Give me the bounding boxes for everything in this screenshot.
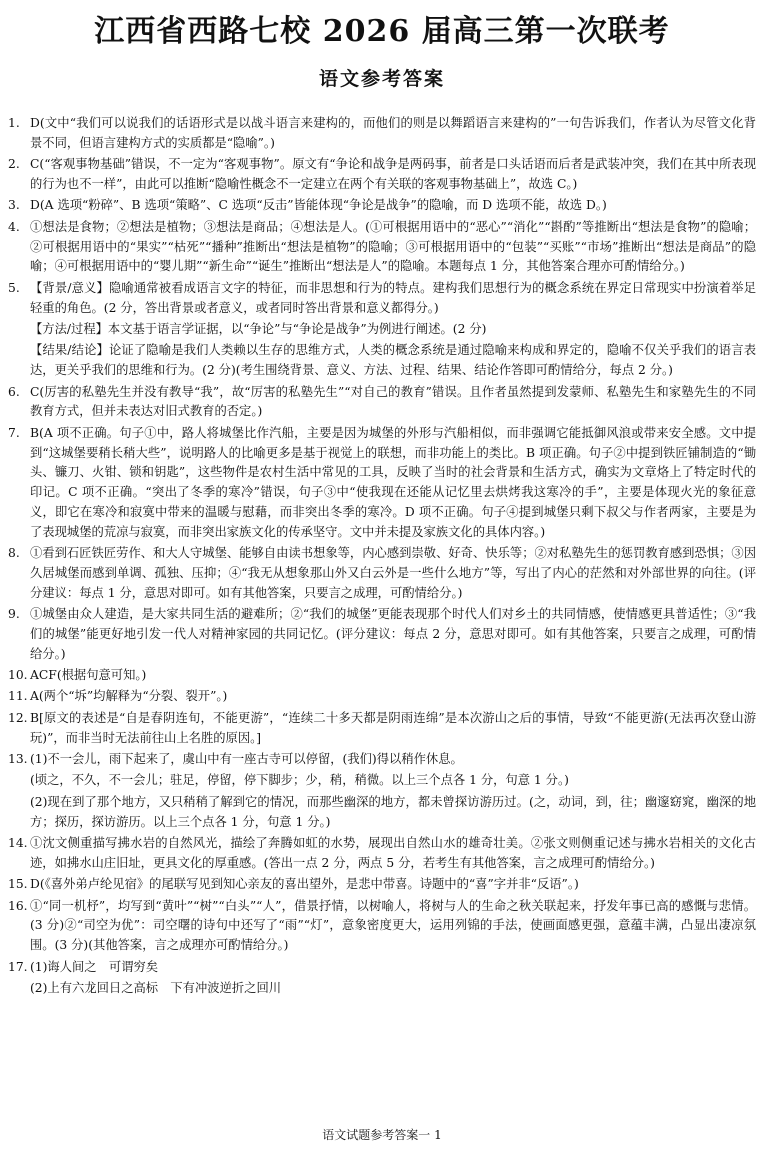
answer-number: 1. [8, 116, 20, 130]
answer-list [8, 114, 756, 1000]
answer-subline: (2)上有六龙回日之高标 下有冲波逆折之回川 [30, 980, 282, 995]
answer-text: (1)不一会儿，雨下起来了，虞山中有一座古寺可以停留，(我们)得以稍作休息。 [30, 752, 463, 767]
page-subtitle: 语文参考答案 [318, 68, 445, 90]
answer-item [8, 279, 756, 319]
answer-text: D(文中“我们可以说我们的话语形式是以战斗语言来建构的，而他们的则是以舞蹈语言来建构的”一句告诉我们，作者认为尽管文化背景不同，但语言建构方式的实质都是“隐喻”。) [30, 116, 756, 150]
answer-item [8, 341, 756, 381]
answer-item [8, 687, 756, 707]
answer-text: D(A 选项“粉碎”、B 选项“策略”、C 选项“反击”皆能体现“争论是战争”的隐喻，而 D 选项不能，故选 D。) [30, 198, 607, 213]
answer-item [8, 383, 756, 423]
answer-number [8, 320, 30, 340]
answer-item [8, 424, 756, 543]
answer-number: 16. [8, 898, 28, 913]
answer-item [8, 709, 756, 749]
answer-item [8, 605, 756, 664]
answer-number: 11. [8, 689, 28, 704]
answer-number: 10. [8, 668, 28, 683]
answer-number: 2. [8, 157, 20, 172]
answer-text: ①沈文侧重描写拂水岩的自然风光，描绘了奔腾如虹的水势，展现出自然山水的雄奇壮美。②张文则侧重记述与拂水岩相关的文化古迹，如拂水山庄旧址，更具文化的厚重感。(答出一点 2 分，两点 5 分，若考生有其他答案，言之成理可酌情给分。) [30, 835, 756, 870]
page-footer: 语文试题参考答案一 1 [322, 1128, 442, 1142]
answer-text: ①看到石匠铁匠劳作、和大人守城堡、能够自由读书想象等，内心感到崇敬、好奇、快乐等；②对私塾先生的惩罚教育感到恐惧；③因久居城堡而感到单调、孤独、压抑；④“我无从想象那山外又白云外是一些什么地方”等，写出了内心的茫然和对外部世界的向往。(评分建议：每点 1 分，意思对即可。如有其他答案，只要言之成理，可酌情给分。) [30, 546, 756, 600]
answer-text: ①城堡由众人建造，是大家共同生活的避难所；②“我们的城堡”更能表现那个时代人们对乡土的共同情感，使情感更具普适性；③“我们的城堡”能更好地引发一代人对精神家园的共同记忆。(评分建议：每点 2 分，意思对即可。如有其他答案，只要言之成理，可酌情给分。) [30, 607, 756, 661]
answer-text: (1)诲人间之 可谓穷矣 [30, 959, 159, 974]
answer-number: 3. [8, 198, 20, 213]
answer-item [8, 666, 756, 686]
answer-text: 【背景/意义】隐喻通常被看成语言文字的特征，而非思想和行为的特点。建构我们思想行为的概念系统在界定日常现实中扮演着举足轻重的角色。(2 分，答出背景或者意义，或者同时答出背景和意义都得分。) [30, 280, 756, 315]
answer-text: 【结果/结论】论证了隐喻是我们人类赖以生存的思维方式，人类的概念系统是通过隐喻来构成和界定的，隐喻不仅关乎我们的语言表达，更关乎我们的思维和行为。(2 分)(考生围绕背景、意义、方法、过程、结果、结论作答即可酌情给分，每点 2 分。) [30, 343, 756, 378]
answer-text: 【方法/过程】本文基于语言学证据，以“争论”与“争论是战争”为例进行阐述。(2 分) [30, 321, 487, 336]
answer-number: 7. [8, 425, 20, 440]
answer-number [8, 341, 30, 381]
answer-text: B(A 项不正确。句子①中，路人将城堡比作汽船，主要是因为城堡的外形与汽船相似，而非强调它能抵御风浪或带来安全感。文中提到“这城堡要稍长稍大些”，说明路人的比喻更多是基于视觉上的联想，而非功能上的类比。B 项正确。句子②中提到铁匠铺制造的“锄头、镰刀、火钳、锁和钥匙”，这些物件是农村生活中常见的工具，反映了当时的社会背景和生活方式，确实为文章烙上了特定时代的印记。C 项不正确。“突出了冬季的寒冷”错误，句子③中“使我现在还能从记忆里去烘烤我这寒冷的手”，主要是体现火光的象征意义，即它在寒冷和寂寞中带来的温暖与慰藉，而非突出冬季的寒冷。D 项不正确。句子④提到城堡只剩下叔父与作者两家，主要是为了表现城堡的荒凉与寂寞，而非突出家族文化的传承坚守。文中并未提及家族文化的具体内容。) [30, 425, 756, 539]
answer-item [8, 897, 756, 956]
answer-subline: (顷之，不久，不一会儿；驻足，停留，停下脚步；少，稍，稍微。以上三个点各 1 分，句意 1 分。) [30, 773, 569, 788]
answer-text: C(厉害的私塾先生并没有教导“我”，故“厉害的私塾先生”“对自己的教育”错误。且作者虽然提到发蒙师、私塾先生和家塾先生的不同教育方式，但并未表达对旧式教育的否定。) [30, 384, 756, 419]
answer-number: 13. [8, 752, 28, 767]
answer-item [8, 114, 756, 154]
answer-number: 12. [8, 710, 28, 725]
answer-item [8, 958, 756, 978]
answer-number: 8. [8, 546, 20, 561]
answer-text: ①想法是食物；②想法是植物；③想法是商品；④想法是人。(①可根据用语中的“恶心”“消化”“斟酌”等推断出“想法是食物”的隐喻；②可根据用语中的“果实”“枯死”“播种”推断出“想法是植物”的隐喻；③可根据用语中的“包装”“买账”“市场”推断出“想法是商品”的隐喻；④可根据用语中的“婴儿期”“新生命”“诞生”推断出“想法是人”的隐喻。本题每点 1 分，其他答案合理亦可酌情给分。) [30, 219, 756, 274]
answer-text: D(《喜外弟卢纶见宿》的尾联写见到知心亲友的喜出望外，是悲中带喜。诗题中的“喜”字并非“反语”。) [30, 877, 579, 892]
answer-number: 17. [8, 959, 28, 974]
answer-item [8, 875, 756, 895]
answer-text: ACF(根据句意可知。) [30, 668, 147, 683]
answer-number: 6. [8, 384, 20, 399]
answer-number: 15. [8, 877, 28, 892]
answer-text: C(“客观事物基础”错误，不一定为“客观事物”。原文有“争论和战争是两码事，前者是口头话语而后者是武装冲突，我们在其中所表现的行为也不一样”，由此可以推断“隐喻性概念不一定建立在两个有关联的客观事物基础上”，故选 C。) [30, 157, 756, 191]
answer-item [8, 155, 756, 195]
page-title: 江西省西路七校 2026 届高三第一次联考 [94, 14, 670, 49]
answer-number: 9. [8, 607, 20, 622]
answer-number: 4. [8, 219, 20, 234]
answer-text: B[原文的表述是“自是春阴连旬，不能更游”，“连续二十多天都是阴雨连绵”是本次游山之后的事情，导致“不能更游(无法再次登山游玩)”，而非当时无法前往山上名胜的原因。] [30, 710, 756, 745]
answer-number: 5. [8, 280, 20, 295]
answer-subline: (2)现在到了那个地方，又只稍稍了解到它的情况，而那些幽深的地方，都未曾探访游历过。(之，动词，到，往；幽邃窈窕，幽深的地方；探历，探访游历。以上三个点各 1 分，句意 1 分。) [30, 794, 756, 829]
answer-item [8, 834, 756, 874]
answer-item [8, 750, 756, 770]
answer-text: ①“同一机杼”，均写到“黄叶”“树”“白头”“人”，借景抒情，以树喻人，将树与人的生命之秋关联起来，抒发年事已高的感慨与悲情。(3 分)②“司空为优”：司空曙的诗句中还写了“雨”“灯”，意象密度更大，运用列锦的手法，使画面感更强，意蕴丰满，凸显出凄凉氛围。(3 分)(其他答案，言之成理亦可酌情给分。) [30, 898, 756, 953]
answer-item [8, 544, 756, 603]
answer-text: A(两个“坼”均解释为“分裂、裂开”。) [30, 689, 228, 704]
answer-item [8, 196, 756, 216]
answer-item [8, 218, 756, 277]
answer-item [8, 320, 756, 340]
answer-number: 14. [8, 835, 28, 850]
